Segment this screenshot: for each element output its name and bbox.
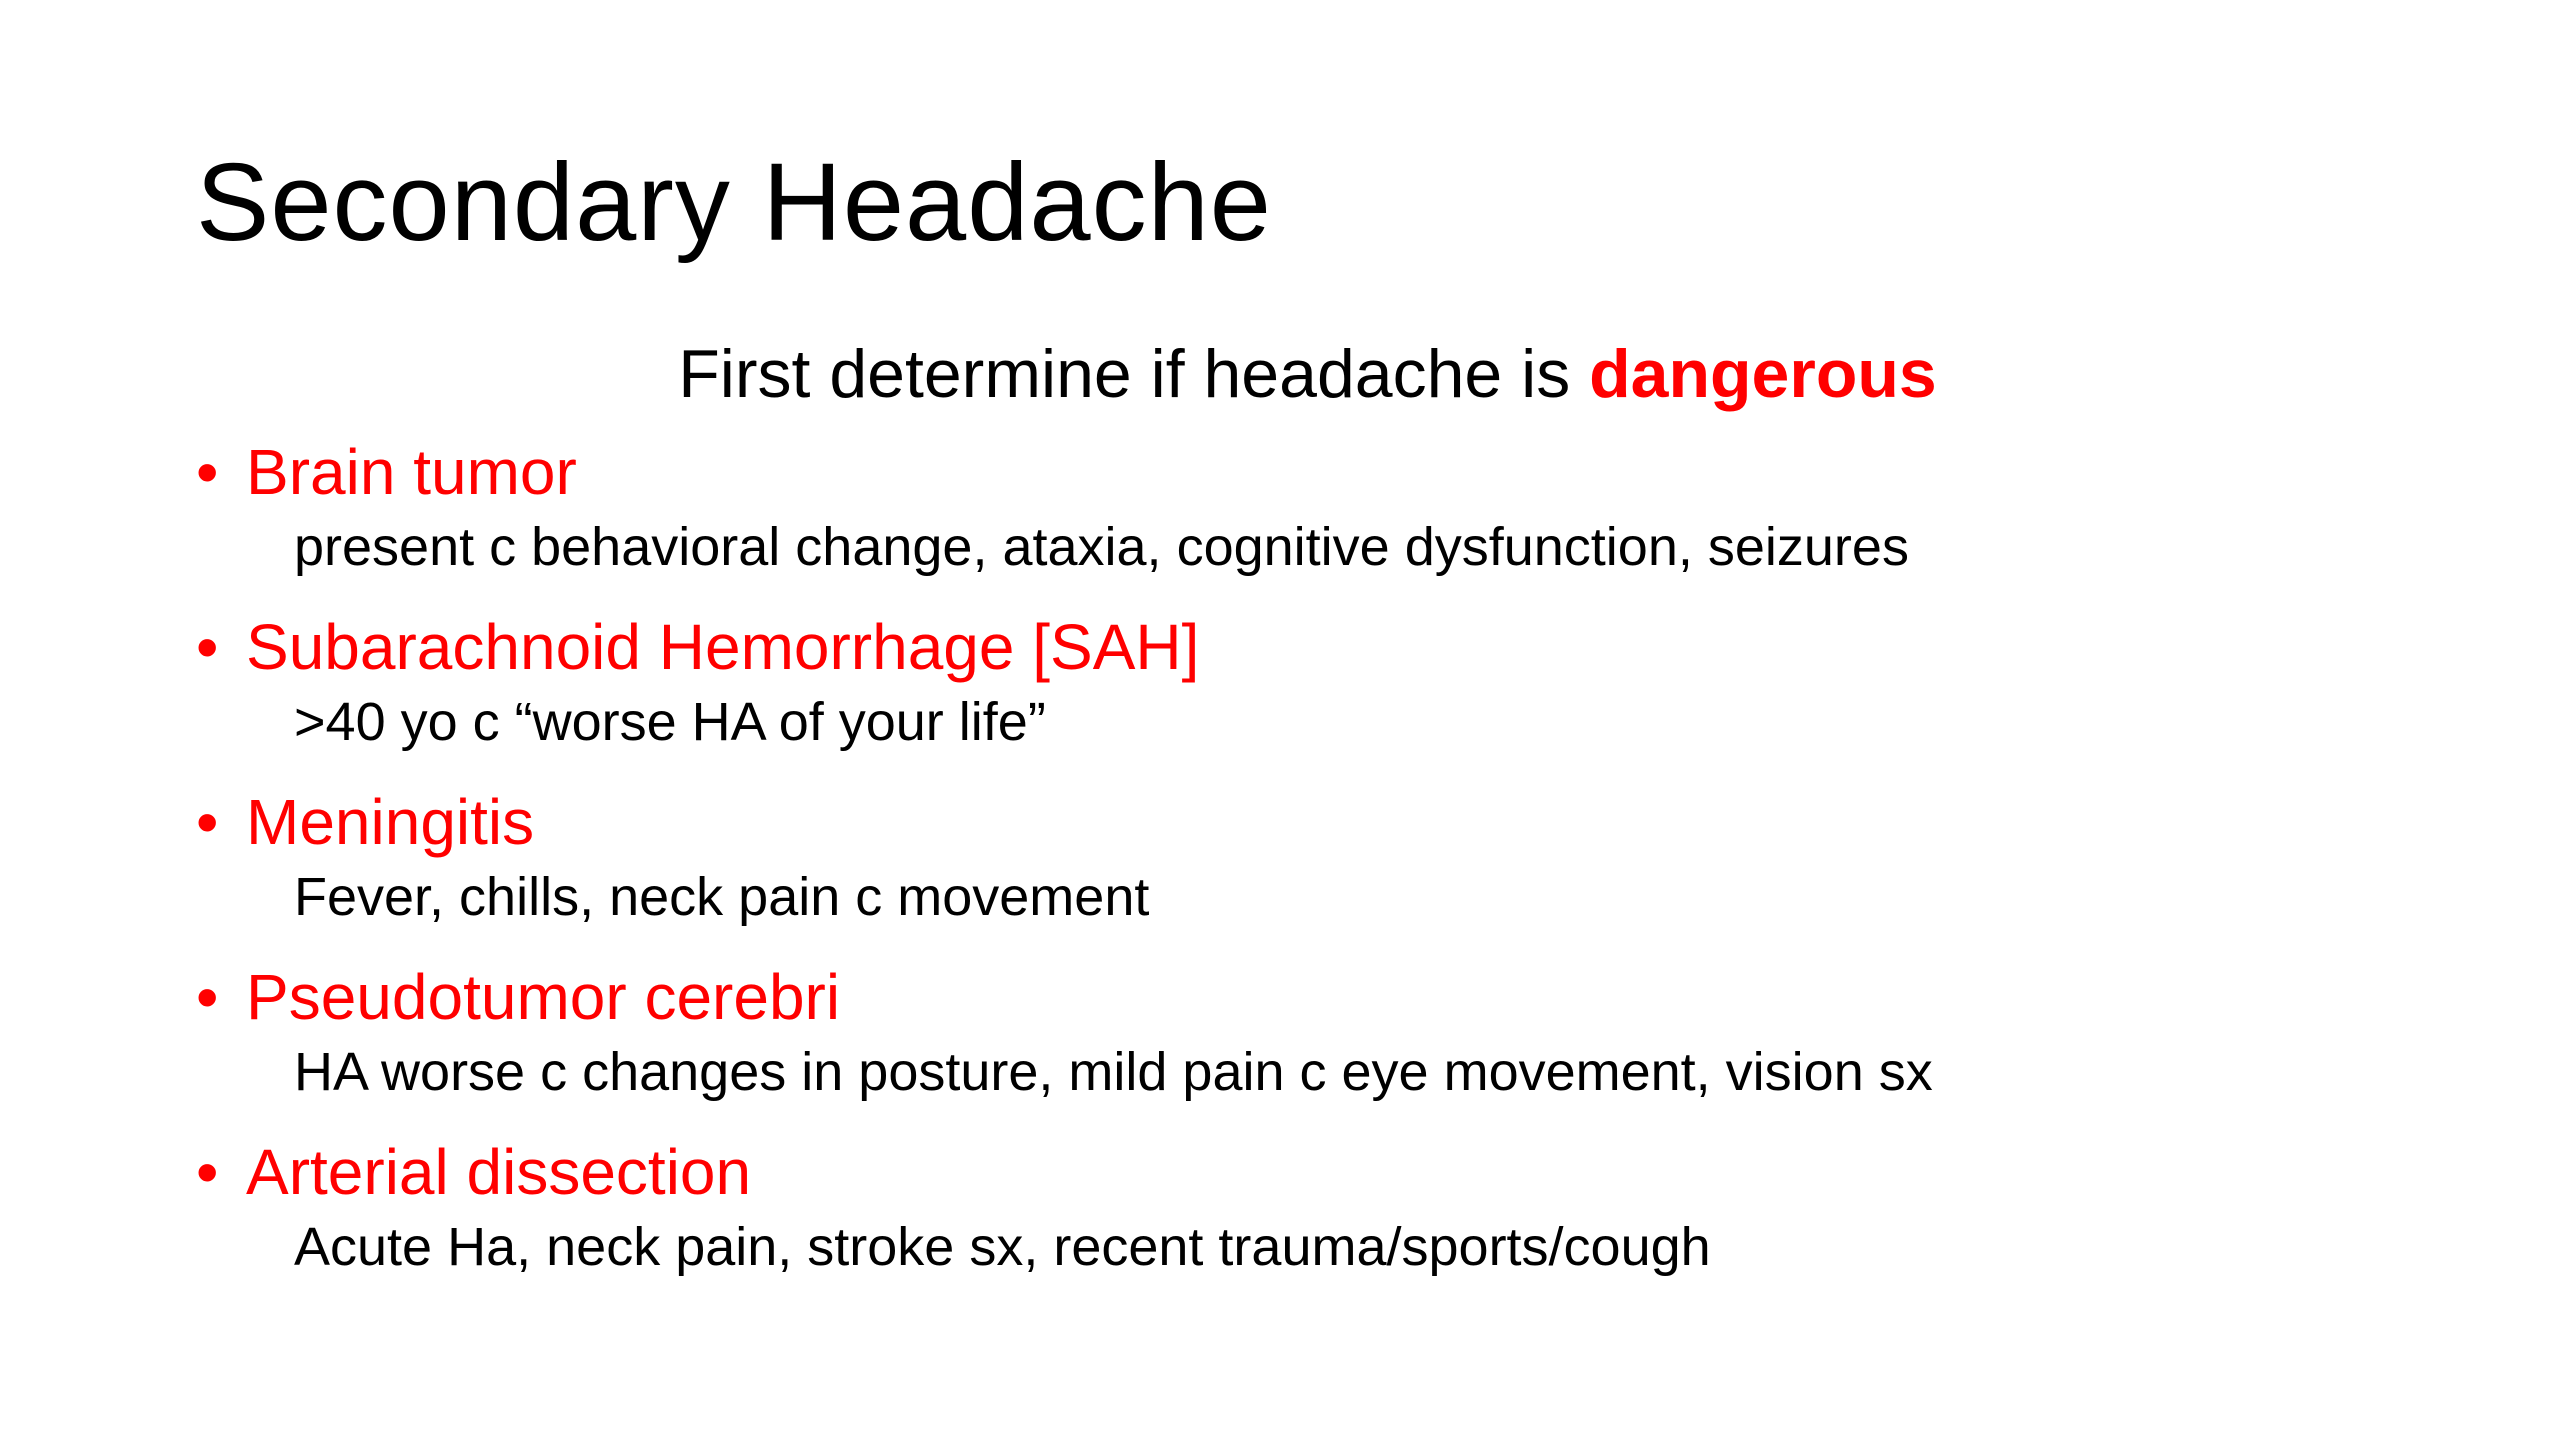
- list-item: [196, 1136, 1933, 1315]
- bullet-heading: Subarachnoid Hemorrhage [SAH]: [246, 611, 1200, 683]
- bullet-marker: •: [196, 786, 219, 858]
- list-item: [196, 611, 1933, 790]
- bullet-marker: •: [196, 436, 219, 508]
- list-item: [196, 436, 1933, 615]
- bullet-detail: present c behavioral change, ataxia, cognitive dysfunction, seizures: [294, 517, 1909, 577]
- subtitle-text: First determine if headache is: [678, 336, 1590, 412]
- bullet-heading: Brain tumor: [246, 436, 577, 508]
- subtitle-emphasis: dangerous: [1589, 336, 1937, 412]
- bullet-marker: •: [196, 961, 219, 1033]
- slide-title: Secondary Headache: [196, 141, 1272, 264]
- bullet-list: [196, 436, 1933, 1315]
- bullet-detail: HA worse c changes in posture, mild pain c eye movement, vision sx: [294, 1042, 1933, 1102]
- bullet-heading: Arterial dissection: [246, 1136, 752, 1208]
- bullet-detail: Acute Ha, neck pain, stroke sx, recent trauma/sports/cough: [294, 1217, 1711, 1277]
- bullet-heading: Meningitis: [246, 786, 535, 858]
- bullet-detail: >40 yo c “worse HA of your life”: [294, 692, 1046, 752]
- bullet-marker: •: [196, 1136, 219, 1208]
- bullet-marker: •: [196, 611, 219, 683]
- list-item: [196, 961, 1933, 1140]
- list-item: [196, 786, 1933, 965]
- bullet-detail: Fever, chills, neck pain c movement: [294, 867, 1150, 927]
- bullet-heading: Pseudotumor cerebri: [246, 961, 841, 1033]
- slide-subtitle: [0, 336, 2560, 412]
